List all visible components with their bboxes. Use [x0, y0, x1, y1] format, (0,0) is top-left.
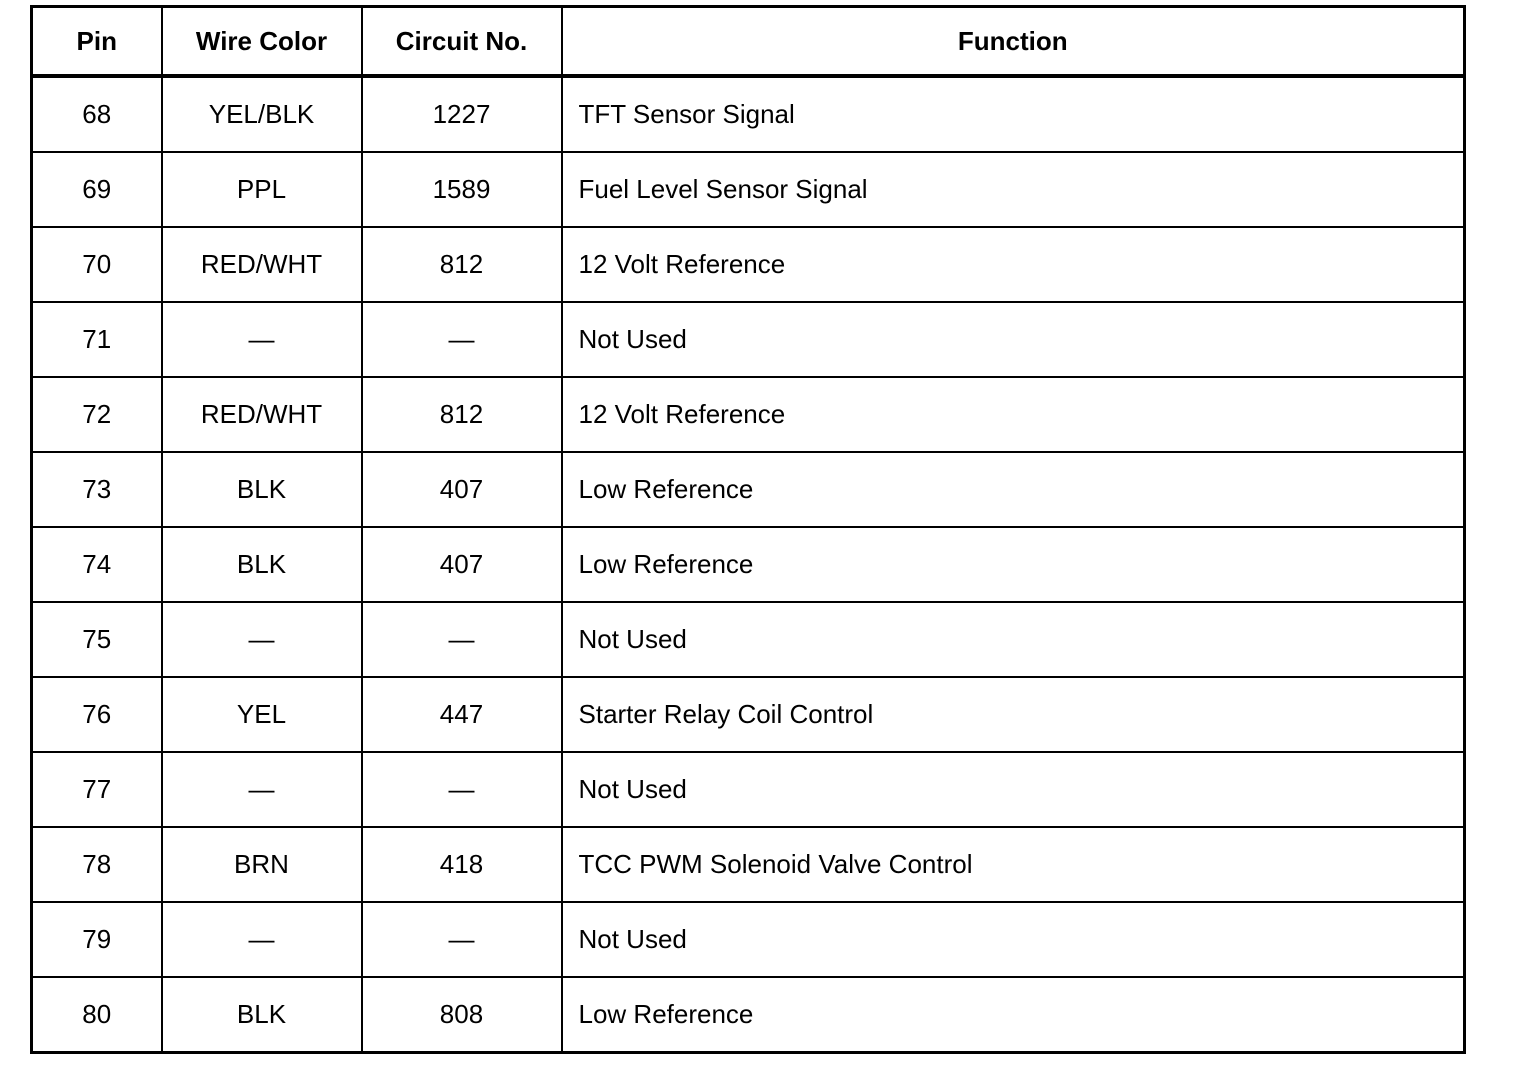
cell-circuit-no: —	[362, 302, 562, 377]
cell-pin: 76	[32, 677, 162, 752]
cell-function: Low Reference	[562, 452, 1465, 527]
cell-circuit-no: —	[362, 602, 562, 677]
cell-function: Not Used	[562, 602, 1465, 677]
table-body	[32, 76, 1465, 1053]
table-row	[32, 152, 1465, 227]
cell-wire-color: —	[162, 302, 362, 377]
cell-function: Not Used	[562, 302, 1465, 377]
cell-circuit-no: 1589	[362, 152, 562, 227]
cell-pin: 71	[32, 302, 162, 377]
header-wire-color: Wire Color	[162, 7, 362, 77]
cell-circuit-no: 1227	[362, 76, 562, 152]
table-row	[32, 677, 1465, 752]
cell-wire-color: RED/WHT	[162, 227, 362, 302]
cell-pin: 68	[32, 76, 162, 152]
cell-pin: 72	[32, 377, 162, 452]
table-row	[32, 827, 1465, 902]
cell-function: TFT Sensor Signal	[562, 76, 1465, 152]
table-row	[32, 76, 1465, 152]
cell-function: Low Reference	[562, 977, 1465, 1053]
cell-circuit-no: 812	[362, 377, 562, 452]
cell-wire-color: PPL	[162, 152, 362, 227]
cell-circuit-no: 447	[362, 677, 562, 752]
cell-wire-color: BLK	[162, 452, 362, 527]
cell-function: Not Used	[562, 902, 1465, 977]
table-row	[32, 752, 1465, 827]
cell-wire-color: YEL/BLK	[162, 76, 362, 152]
cell-wire-color: YEL	[162, 677, 362, 752]
cell-pin: 79	[32, 902, 162, 977]
cell-circuit-no: 407	[362, 452, 562, 527]
table-row	[32, 377, 1465, 452]
header-row	[32, 7, 1465, 77]
table-row	[32, 302, 1465, 377]
header-circuit-no: Circuit No.	[362, 7, 562, 77]
table-row	[32, 527, 1465, 602]
table-row	[32, 977, 1465, 1053]
cell-circuit-no: 812	[362, 227, 562, 302]
cell-pin: 74	[32, 527, 162, 602]
table-row	[32, 452, 1465, 527]
cell-pin: 78	[32, 827, 162, 902]
cell-circuit-no: 808	[362, 977, 562, 1053]
table-header	[32, 7, 1465, 77]
cell-function: 12 Volt Reference	[562, 377, 1465, 452]
cell-wire-color: —	[162, 902, 362, 977]
cell-circuit-no: —	[362, 752, 562, 827]
cell-circuit-no: 407	[362, 527, 562, 602]
cell-wire-color: BLK	[162, 527, 362, 602]
cell-function: Starter Relay Coil Control	[562, 677, 1465, 752]
header-function: Function	[562, 7, 1465, 77]
cell-function: Fuel Level Sensor Signal	[562, 152, 1465, 227]
table-row	[32, 227, 1465, 302]
cell-function: Low Reference	[562, 527, 1465, 602]
connector-pinout-table	[30, 5, 1466, 1054]
header-pin: Pin	[32, 7, 162, 77]
cell-pin: 77	[32, 752, 162, 827]
cell-wire-color: —	[162, 602, 362, 677]
cell-pin: 69	[32, 152, 162, 227]
cell-wire-color: RED/WHT	[162, 377, 362, 452]
cell-wire-color: BLK	[162, 977, 362, 1053]
cell-circuit-no: 418	[362, 827, 562, 902]
cell-pin: 75	[32, 602, 162, 677]
cell-pin: 80	[32, 977, 162, 1053]
cell-wire-color: —	[162, 752, 362, 827]
cell-function: TCC PWM Solenoid Valve Control	[562, 827, 1465, 902]
cell-pin: 73	[32, 452, 162, 527]
cell-wire-color: BRN	[162, 827, 362, 902]
table-row	[32, 602, 1465, 677]
cell-pin: 70	[32, 227, 162, 302]
cell-function: Not Used	[562, 752, 1465, 827]
cell-circuit-no: —	[362, 902, 562, 977]
table-row	[32, 902, 1465, 977]
cell-function: 12 Volt Reference	[562, 227, 1465, 302]
